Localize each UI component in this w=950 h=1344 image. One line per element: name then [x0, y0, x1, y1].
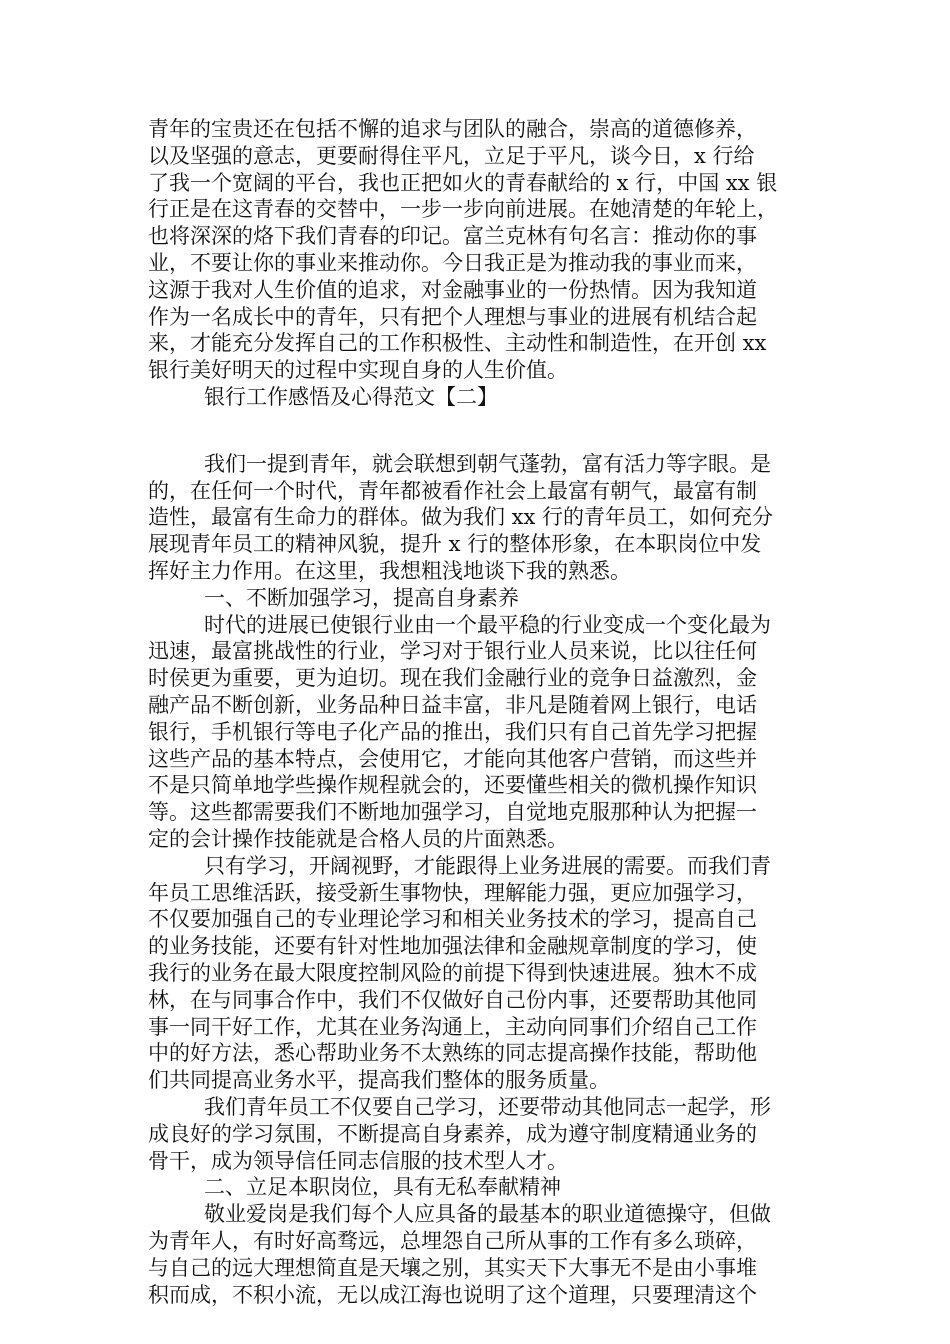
text-line: 这源于我对人生价值的追求，对金融事业的一份热情。因为我知道 — [148, 277, 757, 302]
text-line: 银行，手机银行等电子化产品的推出，我们只有自己首先学习把握 — [148, 719, 757, 744]
text-line: 不仅要加强自己的专业理论学习和相关业务技术的学习，提高自己 — [148, 907, 757, 932]
text-line: 展现青年员工的精神风貌，提升 x 行的整体形象，在本职岗位中发 — [148, 532, 762, 557]
text-line: 作为一名成长中的青年，只有把个人理想与事业的进展有机结合起 — [148, 304, 757, 329]
subheading-two: 二、立足本职岗位，具有无私奉献精神 — [204, 1175, 561, 1200]
text-line: 我们青年员工不仅要自己学习，还要带动其他同志一起学，形 — [204, 1094, 771, 1119]
text-line: 也将深深的烙下我们青春的印记。富兰克林有句名言：推动你的事 — [148, 224, 757, 249]
text-line: 成良好的学习氛围，不断提高自身素养，成为遵守制度精通业务的 — [148, 1121, 757, 1146]
text-line: 定的会计操作技能就是合格人员的片面熟悉。 — [148, 826, 568, 851]
text-line: 不是只简单地学些操作规程就会的，还要懂些相关的微机操作知识 — [148, 773, 757, 798]
text-line: 骨干，成为领导信任同志信服的技术型人才。 — [148, 1148, 568, 1173]
text-line: 这些产品的基本特点，会使用它，才能向其他客户营销，而这些并 — [148, 746, 757, 771]
text-line: 行正是在这青春的交替中，一步一步向前进展。在她清楚的年轮上， — [148, 197, 778, 222]
text-line: 银行美好明天的过程中实现自身的人生价值。 — [148, 358, 568, 383]
text-line: 青年的宝贵还在包括不懈的追求与团队的融合，崇高的道德修养， — [148, 117, 757, 141]
text-line: 我们一提到青年，就会联想到朝气蓬勃，富有活力等字眼。是 — [204, 451, 771, 476]
section-two-body — [148, 424, 808, 1308]
text-line: 年员工思维活跃，接受新生事物快，理解能力强，更应加强学习， — [148, 880, 757, 905]
text-line: 造性，最富有生命力的群体。做为我们 xx 行的青年员工，如何充分 — [148, 505, 774, 530]
text-line: 的业务技能，还要有针对性地加强法律和金融规章制度的学习，使 — [148, 934, 757, 959]
text-line: 融产品不断创新，业务品种日益丰富，非凡是随着网上银行，电话 — [148, 692, 757, 717]
text-line: 迅速，最富挑战性的行业，学习对于银行业人员来说，比以往任何 — [148, 639, 757, 664]
text-line: 等。这些都需要我们不断地加强学习，自觉地克服那种认为把握一 — [148, 800, 757, 825]
text-line: 来，才能充分发挥自己的工作积极性、主动性和制造性，在开创 xx — [148, 331, 767, 356]
text-line: 林，在与同事合作中，我们不仅做好自己份内事，还要帮助其他同 — [148, 987, 757, 1012]
text-line: 的，在任何一个时代，青年都被看作社会上最富有朝气，最富有制 — [148, 478, 757, 503]
text-line: 与自己的远大理想简直是天壤之别，其实天下大事无不是由小事堆 — [148, 1255, 757, 1280]
intro-paragraph — [148, 116, 808, 411]
text-line: 敬业爱岗是我们每个人应具备的最基本的职业道德操守，但做 — [204, 1202, 771, 1227]
text-line: 们共同提高业务水平，提高我们整体的服务质量。 — [148, 1068, 610, 1093]
section-title: 银行工作感悟及心得范文【二】 — [204, 384, 498, 409]
text-line: 为青年人，有时好高骛远，总埋怨自己所从事的工作有多么琐碎， — [148, 1228, 757, 1253]
text-line: 事一同干好工作，尤其在业务沟通上，主动向同事们介绍自己工作 — [148, 1014, 757, 1039]
text-line: 我行的业务在最大限度控制风险的前提下得到快速进展。独木不成 — [148, 960, 757, 985]
blank-line — [148, 424, 808, 451]
text-line: 了我一个宽阔的平台，我也正把如火的青春献给的 x 行，中国 xx 银 — [148, 170, 778, 195]
text-line: 挥好主力作用。在这里，我想粗浅地谈下我的熟悉。 — [148, 558, 631, 583]
text-line: 业，不要让你的事业来推动你。今日我正是为推动我的事业而来， — [148, 250, 757, 275]
text-line: 积而成，不积小流，无以成江海也说明了这个道理，只要理清这个 — [148, 1282, 757, 1307]
text-line: 时代的进展已使银行业由一个最平稳的行业变成一个变化最为 — [204, 612, 771, 637]
text-line: 只有学习，开阔视野，才能跟得上业务进展的需要。而我们青 — [204, 853, 771, 878]
text-line: 中的好方法，悉心帮助业务不太熟练的同志提高操作技能，帮助他 — [148, 1041, 757, 1066]
text-line: 时侯更为重要，更为迫切。现在我们金融行业的竞争日益激烈，金 — [148, 666, 757, 691]
subheading-one: 一、不断加强学习，提高自身素养 — [204, 585, 519, 610]
text-line: 以及坚强的意志，更要耐得住平凡，立足于平凡，谈今日，x 行给 — [148, 143, 755, 168]
